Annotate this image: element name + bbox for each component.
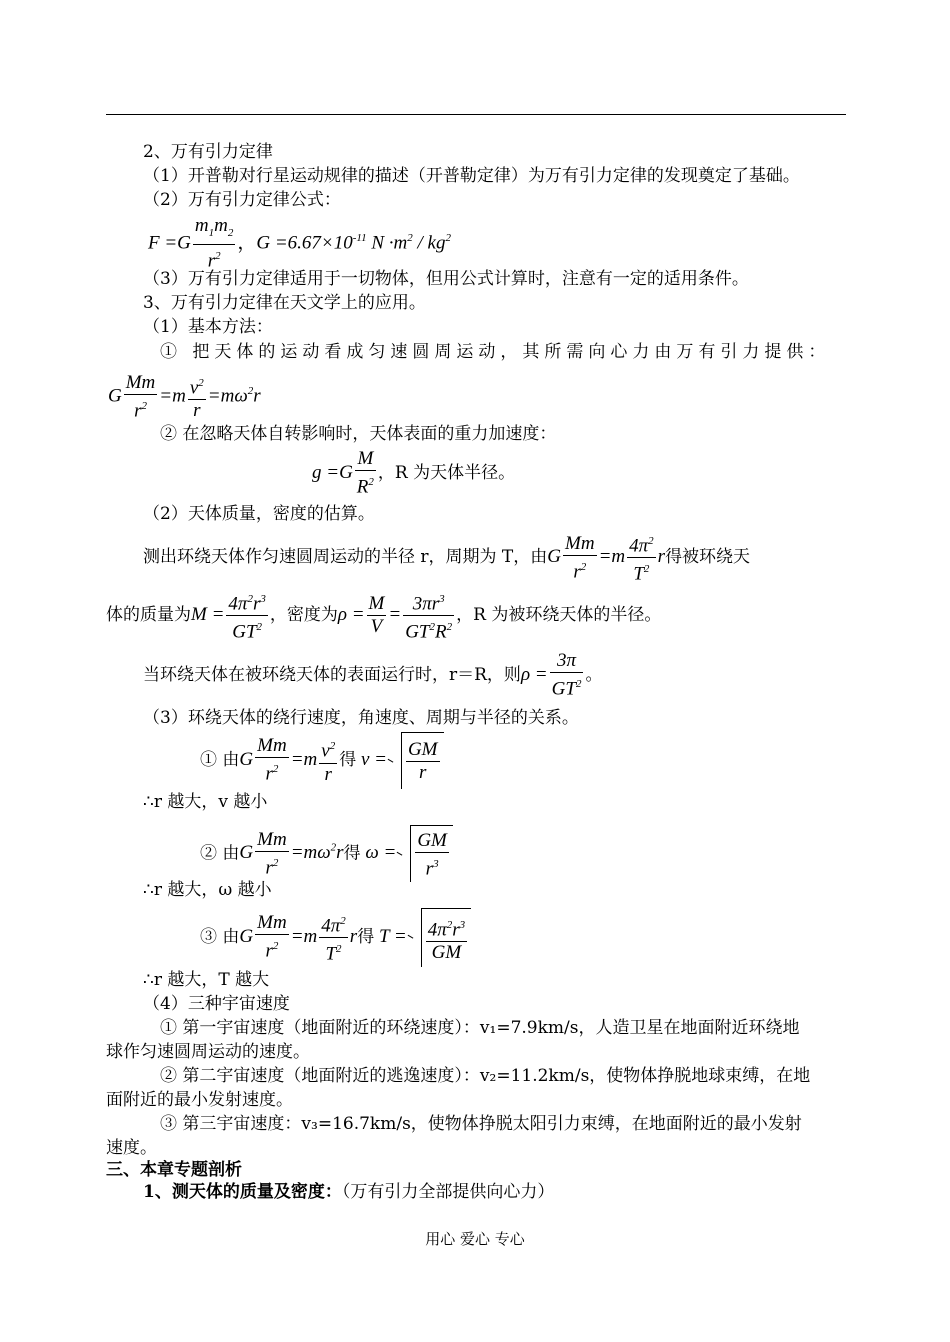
orbit-measure-text-b: 得被环绕天 [665, 547, 751, 568]
paragraph-kepler: （1）开普勒对行星运动规律的描述（开普勒定律）为万有引力定律的发现奠定了基础。 [143, 166, 800, 186]
formula-period: ③ 由G $\frac{Mm}{r^2}$ =m $\frac{4\pi^2}{T^2}$ r得 T = $\frac{4\pi^2r^3}{GM}$ [200, 908, 471, 967]
conclusion-period: ∴r 越大，T 越大 [143, 970, 270, 990]
page-footer: 用心 爱心 专心 [425, 1230, 525, 1248]
section-heading-chapter-analysis: 三、本章专题剖析 [106, 1160, 242, 1180]
formula-gravitation: F =G $\frac{m_1m_2}{r^2}$ ，$G =6.67\times 10^{-11}$ $N \cdot m^2 / kg^2$ [148, 215, 451, 272]
paragraph-second-cosmic-velocity: ② 第二宇宙速度（地面附近的逃逸速度）：v₂=11.2km/s，使物体挣脱地球束缚，在地 [160, 1066, 811, 1086]
formula-surface-gravity-note: ，R 为天体半径。 [377, 463, 516, 483]
paragraph-basic-method: （1）基本方法： [143, 317, 273, 337]
paragraph-mass-density: （2）天体质量，密度的估算。 [143, 504, 375, 524]
mass-result-text-a: 体的质量为 [106, 605, 191, 626]
paragraph-orbit-relations: （3）环绕天体的绕行速度，角速度、周期与半径的关系。 [143, 708, 579, 728]
topic-note: （万有引力全部提供向心力） [341, 1182, 555, 1202]
paragraph-surface-gravity: ② 在忽略天体自转影响时，天体表面的重力加速度： [160, 424, 557, 444]
formula-centripetal: G $\frac{Mm}{r^2}$ =m $\frac{v^2}{r}$ $=m\omega^2r$ [108, 371, 261, 422]
paragraph-formula-label: （2）万有引力定律公式： [143, 190, 341, 210]
paragraph-applicability: （3）万有引力定律适用于一切物体，但用公式计算时，注意有一定的适用条件。 [143, 269, 749, 289]
topic-title: 1、测天体的质量及密度： [143, 1182, 342, 1202]
formula-velocity: ① 由G $\frac{Mm}{r^2}$ =m $\frac{v^2}{r}$ 得 v = $\frac{GM}{r}$ [200, 732, 444, 789]
paragraph-first-cosmic-velocity: ① 第一宇宙速度（地面附近的环绕速度）：v₁=7.9km/s，人造卫星在地面附近环绕地 [160, 1018, 800, 1038]
conclusion-angular-velocity: ∴r 越大，ω 越小 [143, 880, 272, 900]
conclusion-velocity: ∴r 越大，v 越小 [143, 792, 268, 812]
heading-gravitation-law: 2、万有引力定律 [143, 142, 273, 162]
period-text-b: 得 [357, 927, 375, 947]
paragraph-third-cosmic-velocity-cont: 速度。 [106, 1138, 157, 1158]
paragraph-mass-result: 体的质量为M = $\frac{4\pi^2r^3}{GT^2}$ ，密度为ρ = $\frac{M}{V}$ = $\frac{3\pi r^3}{GT^2R^2}$ ，R 为被环绕天体的半径。 [106, 588, 661, 644]
paragraph-mass-density-topic [143, 1180, 554, 1204]
angular-text-b: 得 [343, 843, 361, 864]
header-rule [106, 114, 846, 115]
paragraph-second-cosmic-velocity-cont: 面附近的最小发射速度。 [106, 1090, 293, 1110]
mass-result-text-c: ，R 为被环绕天体的半径。 [456, 605, 662, 626]
paragraph-surface-orbit: 当环绕天体在被环绕天体的表面运行时，r＝R，则ρ = $\frac{3\pi}{GT^2}$ 。 [143, 650, 603, 700]
angular-text-a: ② 由 [200, 843, 240, 864]
period-text-a: ③ 由 [200, 927, 240, 947]
heading-astronomy: 3、万有引力定律在天文学上的应用。 [143, 293, 426, 313]
orbit-measure-text-a: 测出环绕天体作匀速圆周运动的半径 r，周期为 T，由 [143, 547, 548, 568]
surface-orbit-text-a: 当环绕天体在被环绕天体的表面运行时，r＝R，则 [143, 665, 521, 685]
velocity-text-a: ① 由 [200, 750, 240, 770]
formula-surface-gravity: g =G $\frac{M}{R^2}$ ，R 为天体半径。 [312, 448, 516, 498]
paragraph-circular-motion: ① 把天体的运动看成匀速圆周运动，其所需向心力由万有引力提供： [160, 342, 831, 362]
formula-angular-velocity: ② 由G $\frac{Mm}{r^2}$ $=m\omega^2r$得 ω = $\frac{GM}{r^3}$ [200, 820, 453, 882]
mass-result-text-b: ，密度为 [269, 605, 338, 626]
surface-orbit-text-b: 。 [585, 665, 603, 685]
heading-cosmic-velocities: （4）三种宇宙速度 [143, 994, 290, 1014]
velocity-text-b: 得 [339, 750, 357, 770]
paragraph-orbit-measure: 测出环绕天体作匀速圆周运动的半径 r，周期为 T，由G $\frac{Mm}{r^2}$ =m $\frac{4\pi^2}{T^2}$ r得被环绕天 [143, 530, 750, 586]
paragraph-first-cosmic-velocity-cont: 球作匀速圆周运动的速度。 [106, 1042, 310, 1062]
paragraph-third-cosmic-velocity: ③ 第三宇宙速度：v₃=16.7km/s，使物体挣脱太阳引力束缚，在地面附近的最小发射 [160, 1114, 802, 1134]
